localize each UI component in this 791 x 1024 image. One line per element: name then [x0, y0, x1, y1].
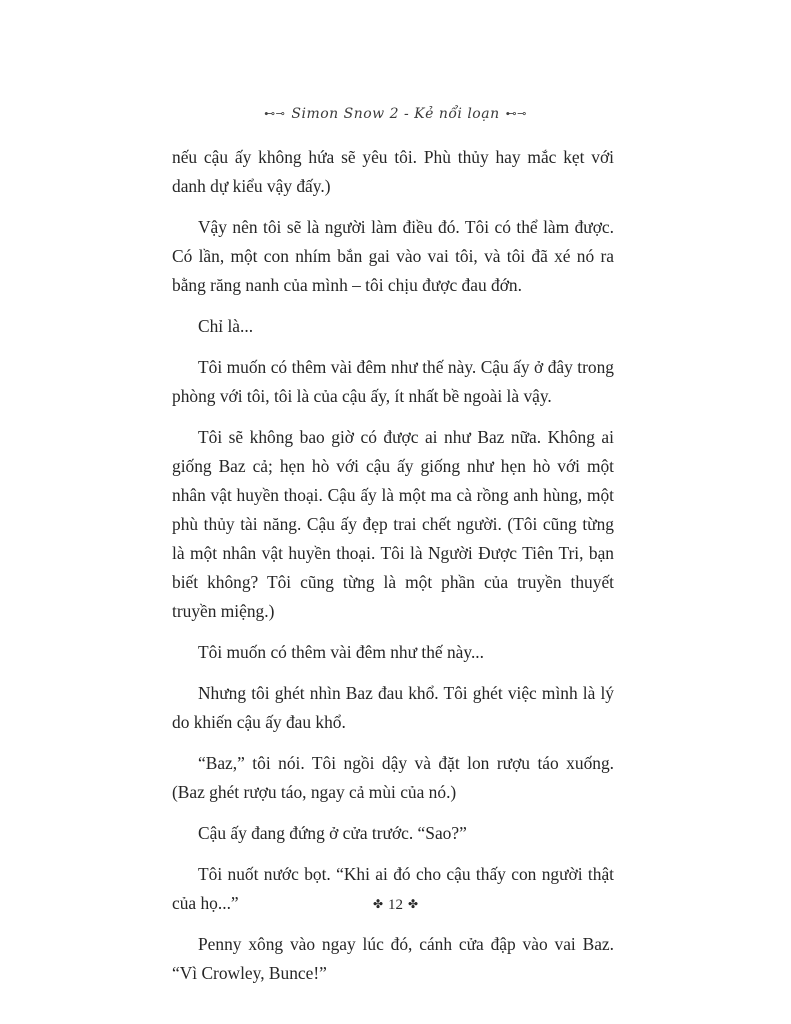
paragraph: Vậy nên tôi sẽ là người làm điều đó. Tôi có thể làm được. Có lần, một con nhím bắn gai vào vai tôi, và tôi đã xé nó ra bằng răng nanh của mình – tôi chịu được đau đớn.	[172, 217, 614, 295]
paragraph-continuation: nếu cậu ấy không hứa sẽ yêu tôi. Phù thủy hay mắc kẹt với danh dự kiểu vậy đấy.)	[172, 147, 614, 196]
page-footer	[0, 897, 791, 914]
footer-ornament-right-icon: ✤	[408, 897, 419, 911]
paragraph: Penny xông vào ngay lúc đó, cánh cửa đập vào vai Baz. “Vì Crowley, Bunce!”	[172, 934, 614, 983]
book-title: Simon Snow 2 - Kẻ nổi loạn	[291, 106, 500, 122]
paragraph: Tôi sẽ không bao giờ có được ai như Baz nữa. Không ai giống Baz cả; hẹn hò với cậu ấy giống như hẹn hò với một nhân vật huyền thoại. Cậu ấy là một ma cà rồng anh hùng, một phù thủy tài năng. Cậu ấy đẹp trai chết người. (Tôi cũng từng là một nhân vật huyền thoại. Tôi là Người Được Tiên Tri, bạn biết không? Tôi cũng từng là một phần của truyền thuyết truyền miệng.)	[172, 427, 614, 621]
header-ornament-right-icon: ⊷⊸	[505, 107, 527, 120]
body-text	[172, 143, 614, 1000]
paragraph: Nhưng tôi ghét nhìn Baz đau khổ. Tôi ghét việc mình là lý do khiến cậu ấy đau khổ.	[172, 683, 614, 732]
page-number: 12	[388, 897, 403, 913]
paragraph: Tôi muốn có thêm vài đêm như thế này...	[198, 642, 485, 662]
paragraph: Tôi nuốt nước bọt. “Khi ai đó cho cậu thấy con người thật của họ...”	[172, 864, 614, 913]
header-ornament-left-icon: ⊷⊸	[264, 107, 286, 120]
paragraph: Chỉ là...	[198, 316, 254, 336]
paragraph: Tôi muốn có thêm vài đêm như thế này. Cậu ấy ở đây trong phòng với tôi, tôi là của cậu ấy, ít nhất bề ngoài là vậy.	[172, 357, 614, 406]
running-header	[0, 106, 791, 122]
footer-ornament-left-icon: ✤	[372, 897, 383, 911]
paragraph: Cậu ấy đang đứng ở cửa trước. “Sao?”	[198, 823, 467, 843]
paragraph: “Baz,” tôi nói. Tôi ngồi dậy và đặt lon rượu táo xuống. (Baz ghét rượu táo, ngay cả mùi của nó.)	[172, 753, 614, 802]
